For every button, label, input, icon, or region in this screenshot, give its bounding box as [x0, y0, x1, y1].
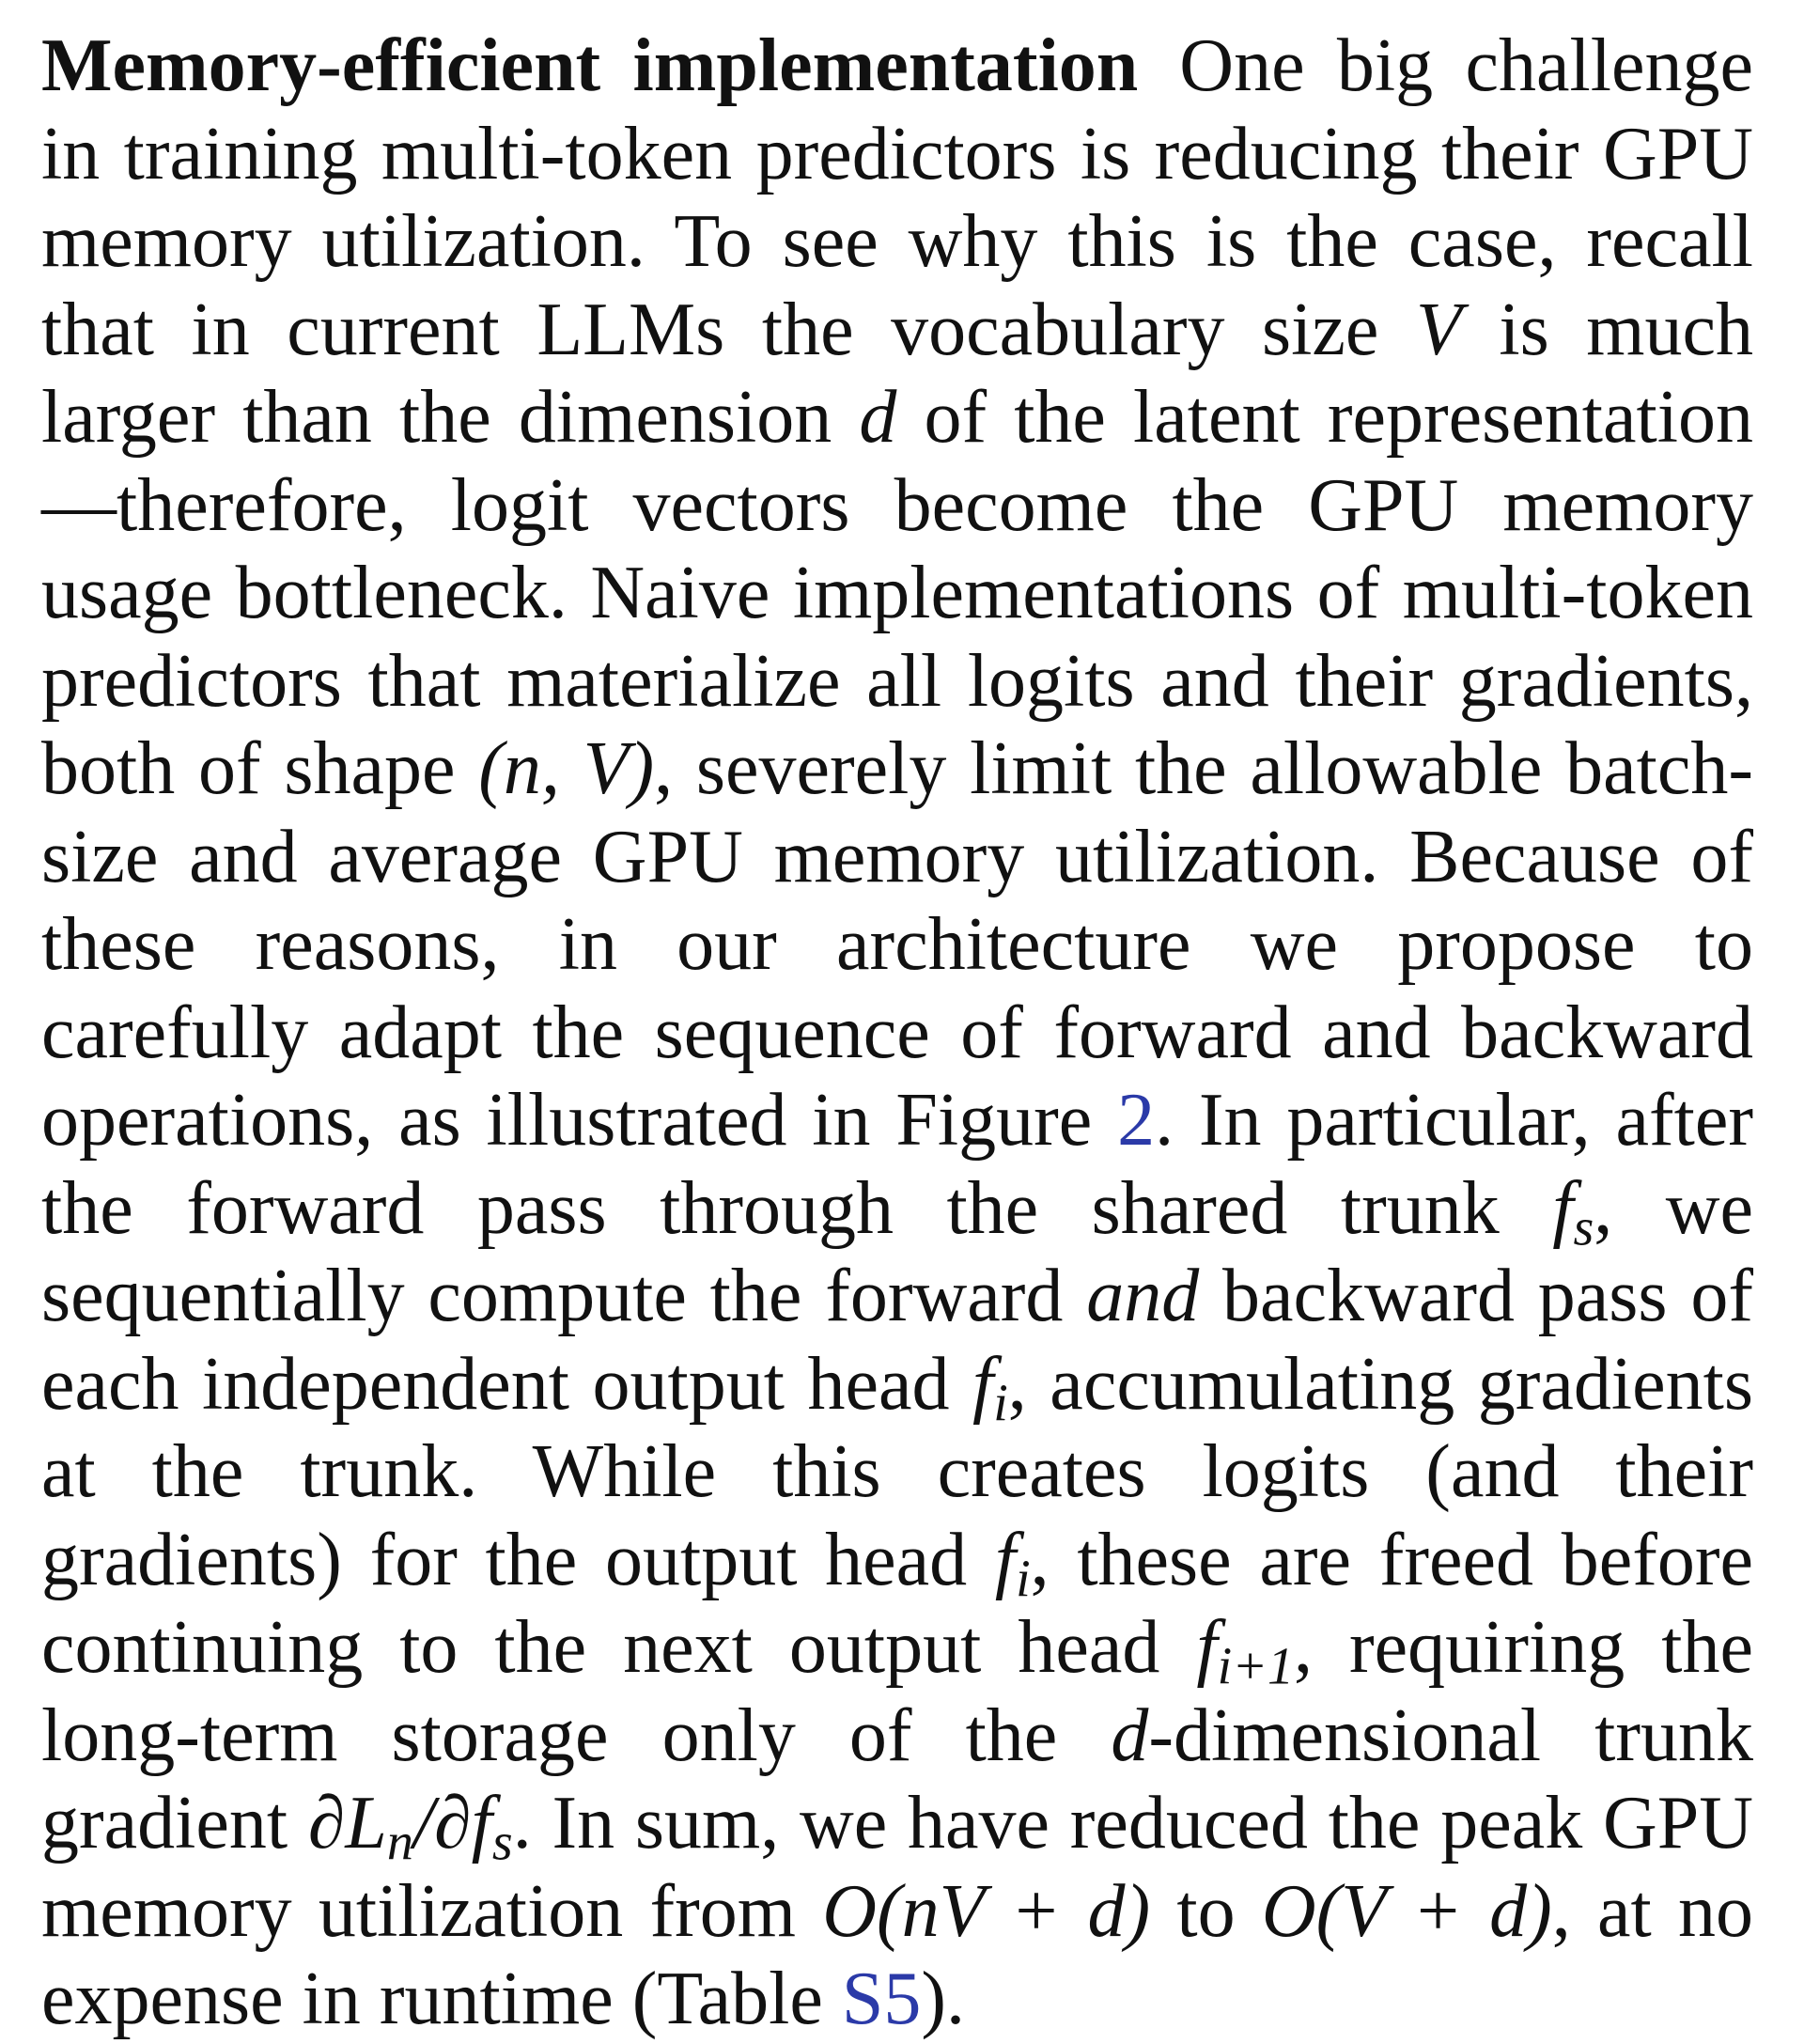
text-segment: backward pass of each independent output head [41, 1255, 1754, 1426]
text-segment: , at no expense in runtime (Table [41, 1869, 1753, 2040]
text-segment: of the latent representation—therefore, logit vectors become the GPU memory usage bottleneck. Naive implementations of multi-token predictors that materialize all logits and their gradients, both of shape [41, 376, 1753, 810]
text-segment: to [1150, 1869, 1262, 1953]
text-segment: -dimensional trunk gradient [41, 1693, 1753, 1865]
text-segment: . In particular, after the forward pass through the shared trunk [41, 1079, 1753, 1250]
math-trunk-gradient: $\partial L_n/\partial f_s$ [307, 1782, 513, 1872]
math-shape-expression: (n, V) [478, 727, 655, 810]
paper-page [41, 23, 1753, 2044]
math-next-output-head: $f_{i+1}$ [1196, 1606, 1294, 1696]
math-latent-dimension: d [859, 376, 897, 459]
paragraph-memory-efficient-implementation [41, 23, 1753, 2044]
text-segment: One big challenge in training multi-token predictors is reducing their GPU memory utilization. To see why this is the case, recall that in current LLMs the vocabulary size [41, 24, 1753, 371]
figure-reference-link[interactable]: 2 [1117, 1079, 1156, 1162]
math-vocab-size: V [1415, 288, 1462, 371]
table-reference-link[interactable]: S5 [841, 1958, 922, 2040]
paragraph-heading: Memory-efficient implementation [41, 24, 1139, 107]
math-shared-trunk: $f_s$ [1552, 1166, 1594, 1256]
text-segment: is much larger than the dimension [41, 288, 1754, 459]
math-complexity-after: O(V + d) [1261, 1869, 1552, 1953]
math-output-head: $f_i$ [972, 1342, 1008, 1432]
text-segment: , accumulating gradients at the trunk. While this creates logits (and their gradients) for the output head [41, 1342, 1753, 1601]
math-latent-dimension: d [1111, 1693, 1149, 1777]
math-output-head: $f_i$ [994, 1518, 1031, 1608]
text-segment: ). [921, 1958, 966, 2040]
text-segment: , severely limit the allowable batch-size and average GPU memory utilization. Because of these reasons, in our architecture we propose to carefully adapt the sequence of forward and backward operations, as illustrated in Figure [41, 727, 1754, 1162]
text-segment: , we sequentially compute the forward [41, 1166, 1754, 1337]
math-complexity-before: O(nV + d) [822, 1869, 1151, 1953]
emphasis-and: and [1086, 1255, 1200, 1337]
text-segment: . In sum, we have reduced the peak GPU memory utilization from [41, 1782, 1754, 1953]
text-segment: , these are freed before continuing to the next output head [41, 1518, 1754, 1689]
text-segment: , requiring the long-term storage only of the [41, 1606, 1753, 1777]
